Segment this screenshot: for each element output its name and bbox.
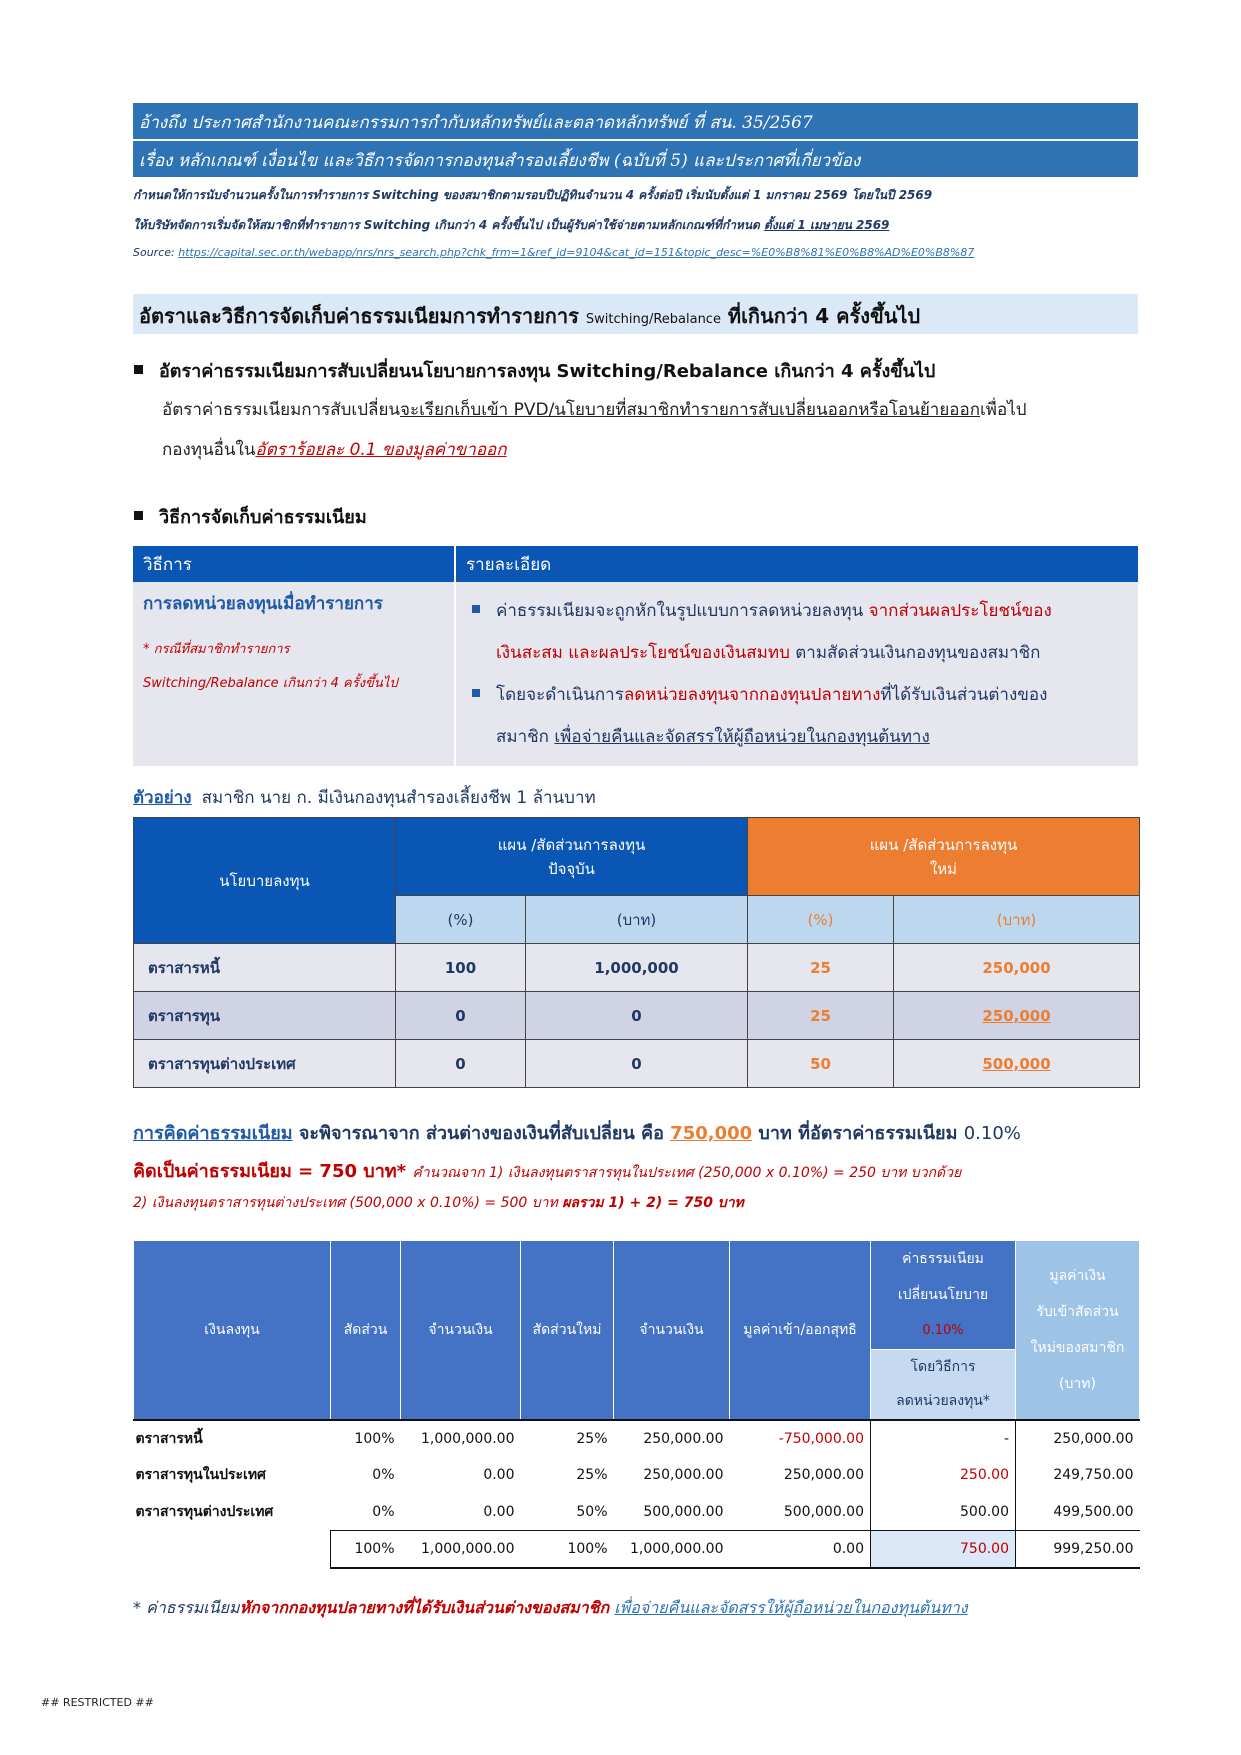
ratio-cell: 100% bbox=[331, 1420, 401, 1457]
fee-table bbox=[133, 1240, 1140, 1569]
fee-header bbox=[871, 1241, 1016, 1350]
detail-1-a: ค่าธรรมเนียมจะถูกหักในรูปแบบการลดหน่วยลงทุน bbox=[496, 601, 869, 621]
detail-1-c: เงินสะสม และผลประโยชน์ของเงินสมทบ bbox=[496, 643, 790, 663]
table-row bbox=[134, 1420, 1140, 1457]
new-ratio-header: สัดส่วนใหม่ bbox=[521, 1241, 614, 1420]
table-row bbox=[134, 1494, 1140, 1531]
amount-cell: 0.00 bbox=[483, 1467, 515, 1483]
new-baht: 250,000 bbox=[894, 944, 1140, 992]
total-net: 0.00 bbox=[730, 1531, 871, 1568]
rate-p1-b: จะเรียกเก็บเข้า PVD/นโยบายที่สมาชิกทำรายการสับเปลี่ยนออกหรือโอนย้ายออก bbox=[400, 400, 980, 420]
section-heading-part1: อัตราและวิธีการจัดเก็บค่าธรรมเนียมการทำรายการ bbox=[139, 304, 586, 328]
detail-cell bbox=[455, 582, 1138, 766]
method-bullet-text: วิธีการจัดเก็บค่าธรรมเนียม bbox=[159, 507, 367, 528]
method-cell bbox=[133, 582, 455, 766]
row-name: ตราสารทุนในประเทศ bbox=[135, 1467, 266, 1483]
new-ratio-cell: 25% bbox=[576, 1467, 608, 1483]
current-baht-header: (บาท) bbox=[526, 896, 748, 944]
cur-pct: 100 bbox=[396, 944, 526, 992]
example-line bbox=[133, 784, 596, 811]
fee-header-2: เปลี่ยนนโยบาย bbox=[897, 1287, 989, 1303]
amount-header: จำนวนเงิน bbox=[401, 1241, 521, 1420]
fee-cell: - bbox=[871, 1420, 1016, 1457]
method-title: การลดหน่วยลงทุนเมื่อทำรายการ bbox=[143, 594, 383, 614]
cur-pct: 0 bbox=[396, 992, 526, 1040]
new-pct: 50 bbox=[748, 1040, 894, 1088]
net-cell: 250,000.00 bbox=[783, 1467, 864, 1483]
value-cell: 250,000.00 bbox=[1016, 1420, 1140, 1457]
value-cell: 499,500.00 bbox=[1016, 1494, 1140, 1531]
source-line bbox=[133, 246, 974, 259]
table-row bbox=[134, 1457, 1140, 1494]
detail-2-a: โดยจะดำเนินการ bbox=[496, 685, 624, 705]
policy-header: นโยบายลงทุน bbox=[134, 818, 396, 944]
rate-p1-c: เพื่อไป bbox=[980, 400, 1027, 420]
detail-2-d: สมาชิก bbox=[496, 727, 555, 747]
section-heading-part2: Switching/Rebalance bbox=[585, 312, 721, 327]
calc-3-b: ผลรวม 1) + 2) = 750 บาท bbox=[562, 1195, 744, 1211]
rate-p2-a: กองทุนอื่นใน bbox=[162, 440, 256, 460]
cur-baht: 0 bbox=[526, 992, 748, 1040]
method-bullet bbox=[134, 502, 367, 531]
method-header: วิธีการ bbox=[133, 546, 455, 582]
detail-item-1 bbox=[466, 590, 1128, 674]
value-header-4: (บาท) bbox=[1059, 1375, 1096, 1392]
calc-2-b: คำนวณจาก 1) เงินลงทุนตราสารทุนในประเทศ (250,000 x 0.10%) = 250 บาท บวกด้วย bbox=[412, 1165, 962, 1181]
calc-line-3 bbox=[133, 1192, 744, 1214]
fee-cell: 250.00 bbox=[871, 1457, 1016, 1494]
table-row bbox=[134, 944, 1140, 992]
section-heading-part3: ที่เกินกว่า 4 ครั้งขึ้นไป bbox=[720, 304, 921, 328]
row-name: ตราสารทุนต่างประเทศ bbox=[134, 1040, 396, 1088]
new-baht: 500,000 bbox=[894, 1040, 1140, 1088]
allocation-table bbox=[133, 817, 1140, 1088]
method-table bbox=[133, 546, 1138, 766]
bullet-square-icon bbox=[134, 365, 143, 374]
new-plan-header bbox=[748, 818, 1140, 896]
rate-paragraph-2 bbox=[162, 436, 507, 463]
value-header-2: รับเข้าสัดส่วน bbox=[1036, 1303, 1119, 1320]
total-amount: 1,000,000.00 bbox=[401, 1531, 521, 1568]
value-header-1: มูลค่าเงิน bbox=[1049, 1267, 1106, 1284]
effective-date: ตั้งแต่ 1 เมษายน 2569 bbox=[764, 218, 890, 232]
total-name bbox=[134, 1531, 331, 1568]
new-ratio-cell: 50% bbox=[576, 1503, 608, 1520]
bullet-square-icon bbox=[472, 605, 480, 613]
method-note bbox=[143, 633, 444, 701]
calc-line-2 bbox=[133, 1156, 961, 1185]
detail-header: รายละเอียด bbox=[455, 546, 1138, 582]
total-new-amount: 1,000,000.00 bbox=[614, 1531, 730, 1568]
investment-header: เงินลงทุน bbox=[134, 1241, 331, 1420]
cur-pct: 0 bbox=[396, 1040, 526, 1088]
footnote bbox=[133, 1596, 968, 1621]
detail-1-d: ตามสัดส่วนเงินกองทุนของสมาชิก bbox=[789, 643, 1041, 663]
reference-line-2: เรื่อง หลักเกณฑ์ เงื่อนไข และวิธีการจัดการกองทุนสำรองเลี้ยงชีพ (ฉบับที่ 5) และประกาศที่เกี่ยวข้อง bbox=[133, 141, 1138, 177]
example-text: สมาชิก นาย ก. มีเงินกองทุนสำรองเลี้ยงชีพ 1 ล้านบาท bbox=[201, 788, 596, 808]
current-plan-header bbox=[396, 818, 748, 896]
new-pct-header: (%) bbox=[748, 896, 894, 944]
source-link[interactable]: https://capital.sec.or.th/webapp/nrs/nrs_search.php?chk_frm=1&ref_id=9104&cat_id=151&topic_desc=%E0%B8%81%E0%B8%AD%E0%B8%87 bbox=[178, 246, 975, 259]
current-pct-header: (%) bbox=[396, 896, 526, 944]
rate-paragraph-1 bbox=[162, 396, 1027, 423]
new-ratio-cell: 25% bbox=[521, 1420, 614, 1457]
footnote-a: * ค่าธรรมเนียม bbox=[133, 1598, 240, 1617]
amount-cell: 0.00 bbox=[483, 1503, 515, 1520]
fee-header-1: ค่าธรรมเนียม bbox=[902, 1251, 984, 1267]
row-name: ตราสารทุนต่างประเทศ bbox=[135, 1504, 274, 1520]
detail-2-b: ลดหน่วยลงทุนจากกองทุนปลายทาง bbox=[623, 685, 881, 705]
new-plan-header-2: ใหม่ bbox=[929, 859, 958, 878]
amount-cell: 1,000,000.00 bbox=[401, 1420, 521, 1457]
reference-line-1: อ้างถึง ประกาศสำนักงานคณะกรรมการกำกับหลักทรัพย์และตลาดหลักทรัพย์ ที่ สน. 35/2567 bbox=[133, 103, 1138, 139]
fee-sub-2: ลดหน่วยลงทุน* bbox=[896, 1393, 990, 1410]
calc-line-1 bbox=[133, 1118, 1021, 1147]
bullet-square-icon bbox=[134, 511, 143, 520]
total-new-ratio: 100% bbox=[521, 1531, 614, 1568]
detail-item-2 bbox=[466, 674, 1128, 758]
fee-header-rate: 0.10% bbox=[922, 1323, 964, 1338]
fee-cell: 500.00 bbox=[871, 1494, 1016, 1531]
calc-fee-total: คิดเป็นค่าธรรมเนียม = 750 บาท* bbox=[133, 1161, 413, 1182]
footnote-b: หักจากกองทุนปลายทางที่ได้รับเงินส่วนต่างของสมาชิก bbox=[239, 1598, 610, 1617]
total-row bbox=[134, 1531, 1140, 1568]
bullet-square-icon bbox=[472, 689, 480, 697]
rate-value: อัตราร้อยละ 0.1 ของมูลค่าขาออก bbox=[255, 440, 507, 460]
calc-diff-amount: 750,000 bbox=[670, 1123, 753, 1144]
section-heading bbox=[133, 294, 1138, 334]
new-baht-header: (บาท) bbox=[894, 896, 1140, 944]
row-name: ตราสารหนี้ bbox=[134, 944, 396, 992]
ratio-cell: 0% bbox=[372, 1467, 395, 1483]
example-label: ตัวอย่าง bbox=[133, 788, 192, 808]
new-amount-cell: 500,000.00 bbox=[643, 1503, 724, 1520]
net-cell: 500,000.00 bbox=[783, 1503, 864, 1520]
detail-2-c: ที่ได้รับเงินส่วนต่างของ bbox=[880, 685, 1048, 705]
total-fee: 750.00 bbox=[871, 1531, 1016, 1568]
row-name: ตราสารทุน bbox=[134, 992, 396, 1040]
detail-1-b: จากส่วนผลประโยชน์ของ bbox=[868, 601, 1052, 621]
cur-baht: 1,000,000 bbox=[526, 944, 748, 992]
cur-baht: 0 bbox=[526, 1040, 748, 1088]
calc-label: การคิดค่าธรรมเนียม bbox=[133, 1123, 293, 1144]
calc-3-a: 2) เงินลงทุนตราสารทุนต่างประเทศ (500,000 x 0.10%) = 500 บาท bbox=[133, 1195, 563, 1211]
method-note-2: Switching/Rebalance เกินกว่า 4 ครั้งขึ้นไป bbox=[143, 676, 398, 691]
new-amount-header: จำนวนเงิน bbox=[614, 1241, 730, 1420]
total-value: 999,250.00 bbox=[1016, 1531, 1140, 1568]
rate-bullet-text: อัตราค่าธรรมเนียมการสับเปลี่ยนนโยบายการลงทุน Switching/Rebalance เกินกว่า 4 ครั้งขึ้นไป bbox=[159, 361, 936, 382]
new-baht: 250,000 bbox=[894, 992, 1140, 1040]
net-header: มูลค่าเข้า/ออกสุทธิ bbox=[730, 1241, 871, 1420]
method-note-1: * กรณีที่สมาชิกทำรายการ bbox=[143, 642, 290, 657]
ratio-cell: 0% bbox=[372, 1503, 395, 1520]
new-plan-header-1: แผน /สัดส่วนการลงทุน bbox=[869, 835, 1018, 854]
table-row bbox=[134, 992, 1140, 1040]
value-cell: 249,750.00 bbox=[1016, 1457, 1140, 1494]
detail-2-e: เพื่อจ่ายคืนและจัดสรรให้ผู้ถือหน่วยในกองทุนต้นทาง bbox=[554, 727, 930, 747]
classification-label: ## RESTRICTED ## bbox=[41, 1696, 154, 1709]
table-row bbox=[134, 1040, 1140, 1088]
value-header-3: ใหม่ของสมาชิก bbox=[1030, 1339, 1125, 1356]
fee-sub-1: โดยวิธีการ bbox=[910, 1359, 976, 1376]
new-pct: 25 bbox=[748, 944, 894, 992]
total-ratio: 100% bbox=[331, 1531, 401, 1568]
rate-bullet bbox=[134, 356, 935, 385]
ratio-header: สัดส่วน bbox=[331, 1241, 401, 1420]
note-line-1: กำหนดให้การนับจำนวนครั้งในการทำรายการ Switching ของสมาชิกตามรอบปีปฏิทินจำนวน 4 ครั้งต่อปี เริ่มนับตั้งแต่ 1 มกราคม 2569 โดยในปี 2569 bbox=[133, 188, 933, 202]
row-name: ตราสารหนี้ bbox=[134, 1420, 331, 1457]
new-amount-cell: 250,000.00 bbox=[614, 1420, 730, 1457]
new-pct: 25 bbox=[748, 992, 894, 1040]
calc-1-b: จะพิจารณาจาก ส่วนต่างของเงินที่สับเปลี่ยน คือ bbox=[292, 1123, 671, 1144]
new-amount-cell: 250,000.00 bbox=[643, 1467, 724, 1483]
current-plan-header-1: แผน /สัดส่วนการลงทุน bbox=[497, 835, 646, 854]
note-line-2-text: ให้บริษัทจัดการเริ่มจัดให้สมาชิกที่ทำรายการ Switching เกินกว่า 4 ครั้งขึ้นไป เป็นผู้รับค่าใช้จ่ายตามหลักเกณฑ์ที่กำหนด bbox=[133, 218, 765, 232]
footnote-d: เพื่อจ่ายคืนและจัดสรรให้ผู้ถือหน่วยในกองทุนต้นทาง bbox=[614, 1598, 968, 1617]
source-label: Source: bbox=[133, 246, 179, 259]
current-plan-header-2: ปัจจุบัน bbox=[548, 859, 595, 878]
net-cell: -750,000.00 bbox=[730, 1420, 871, 1457]
calc-rate: 0.10% bbox=[963, 1123, 1021, 1144]
note-line-2 bbox=[133, 216, 889, 235]
rate-p1-a: อัตราค่าธรรมเนียมการสับเปลี่ยน bbox=[162, 400, 401, 420]
value-header bbox=[1016, 1241, 1140, 1420]
calc-1-d: บาท ที่อัตราค่าธรรมเนียม bbox=[752, 1123, 964, 1144]
fee-sub-header bbox=[871, 1350, 1016, 1420]
